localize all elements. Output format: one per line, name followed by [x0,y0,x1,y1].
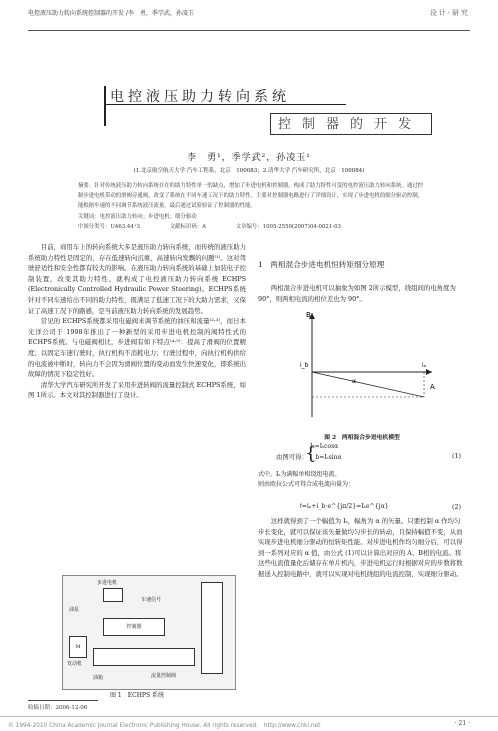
keywords: 关键词：电控液压助力转向；步进电机；细分驱动 [78,214,197,220]
fig2-label-alpha: α [352,378,356,385]
fig1-cylinder-block [201,582,223,674]
header-divider [28,30,470,31]
running-header-left: 电控液压助力转向系统控制器的开发 /李 勇，季学武，孙凌玉 [28,10,194,17]
fig1-motor-block: M [69,636,87,658]
paper-title-line2: 控制器的开发 [278,117,423,132]
equation-1-line-b: I_b=Iₛsinα [310,454,342,461]
figure-1-echps-diagram [62,575,236,690]
footnote-rule [28,700,98,701]
classification-line [78,222,428,230]
footer-divider [0,716,498,717]
body-paragraph: 清华大学汽车研究所开发了采用步进转阀的流量控制式 ECHPS系统，如图 1所示。本文对其控制器进行了设计。 [28,380,246,400]
fig1-controller-block: 控制器 [103,618,165,636]
fig1-label-tank: 油箱 [93,675,104,681]
clc-number: 中图分类号：U463.44⁺3 [78,224,141,230]
article-number: 文章编号：1005-2550(2007)04-0021-03 [235,224,341,230]
equation-1-line-a: Iₐ=Iₛcosα [310,443,339,450]
equation-1-intro: 由图可得： [276,453,308,461]
fig1-label-flow: 流量控制阀 [151,673,177,679]
figure-2-motor-model [292,307,452,422]
fig1-label-speed: 车速信号 [141,597,162,603]
running-header-right: 设计·研究 [429,9,470,17]
equation-2: i⃗=iₐ+i_b·e^{jπ/2}=Iₛe^{jα} [300,503,389,510]
fig1-stepper-block [103,588,123,602]
page-number: · 21 · [454,720,470,727]
paper-title-line1: 电控液压助力转向系统 [110,89,290,105]
fig2-label-ib: i_b [300,362,309,369]
section-1-heading: 1 两相混合步进电机恒转矩细分原理 [258,260,385,269]
section-1-paragraph-2: 这样就得到了一个幅值为 Iₛ，幅角为 α 的矢量。只要控制 α 作均匀步长变化，就可以保证该矢量做均匀步长的转动，且保持幅值不变，从而实现步进电机细分驱动的恒转矩性能。对步进电机作均匀细分后，可以得到一系列对应的 α 值，由公式 (1)可以计算出对应的 A、B相的电流。将这些电流值量化后储存在单片机内，步进电机运行时根据对应的步数将数据送入控制电路中，就可以实现对电机绕组的电流控制，实现细分驱动。 [258,517,463,578]
fig1-label-pump: 油泵 [69,607,80,613]
document-code: 文献标识码：A [169,224,206,230]
abstract: 摘要：针对传统液压助力转向系统存在的助力特性单一的缺点，增加了步进电机和控制器，构成了助力特性可变的电控液压助力转向系统。通过控制步进电机带动的滑阀旁通阀，改变了系统在不同车速工况下的助力特性。主要对控制器电路进行了详细设计，实现了步进电机的细分驱动控制，能根据车速的不同调节系统液压流量。最后通过试验验证了控制器的性能。 [78,183,424,209]
author-list: 李 勇¹，季学武²，孙凌玉¹ [187,153,311,163]
fig1-valve-block [93,648,195,666]
equation-2-number: (2) [452,503,462,511]
affiliations: (1.北京航空航天大学 汽车工程系，北京 100083；2.清华大学 汽车研究所，北京 100084) [133,168,365,174]
equation-1-explanation [258,470,466,490]
received-date: 收稿日期：2006-12-06 [28,705,88,711]
equation-1-number: (1) [452,452,462,460]
fig2-current-vector [312,372,424,397]
title-decor-vbar [104,86,106,126]
fig2-label-b: B [306,311,311,319]
fig2-label-a: A [430,383,435,391]
copyright-footer: © 1994-2010 China Academic Journal Electronic Publishing House. All rights reserved. http://www.cnki.net [8,723,321,729]
equation-2-intro: 则由欧拉公式可得合成电流向量为： [258,481,355,488]
fig2-arrow-a [426,369,432,375]
body-paragraph: 目前，商用车上的转向系统大多是液压助力转向系统，而传统的液压助力系统助力特性是固定的，存在低速转向沉重、高速转向发飘的问题⁽¹⁾。这对驾驶舒适性和安全性都有较大的影响。在液压助力转向系统的基础上加装电子控制装置，改变其助力特性，就构成了电控液压助力转向系统 ECHPS (Electronically Controlled Hydraulic Power Steering)。ECHPS系统针对不同车速给出不同的助力特性，既满足了低速工况下的大助力需求，又保证了高速工况下的路感，是当前液压助力转向系统的发展趋势。 [28,243,246,315]
equation-1-brace: { [305,443,317,464]
fig1-label-engine: 发动机 [67,661,83,667]
equation-1 [310,441,342,463]
figure-1-caption: 图 1 ECHPS 系统 [110,692,164,699]
equation-1-where: 式中，Iₛ为满幅单相绕组电流。 [258,471,341,478]
section-1-paragraph-1: 两相混合步进电机可以抽象为如图 2所示模型，绕组间的电角度为 90°，则两相电流的相位差也为 90°。 [258,284,456,303]
figure-2-caption: 图 2 两相混合步进电机模型 [324,435,400,441]
fig1-label-stepper: 步进电机 [97,580,118,586]
body-paragraph: 常见的 ECHPS系统都采用电磁阀来调节系统的油压和流量⁽²·³⁾，而日本光洋公司于 1998年推出了一种新型的采用步进电机控制的阀特性式的 ECHPS系统。与电磁阀相比，步进阀有如下特点⁽⁴·⁵⁾：提高了滑阀的位置精度；以固定车速行驶时，执行机构不消耗电力；行驶过程中，向执行机构供给的电流被中断时，转向力不会因为滑阀位置的变动而发生快速变化，即系统出故障的情况下稳定性好。 [28,317,246,379]
left-column-body [28,242,246,401]
fig2-label-ia: iₐ [422,362,427,369]
